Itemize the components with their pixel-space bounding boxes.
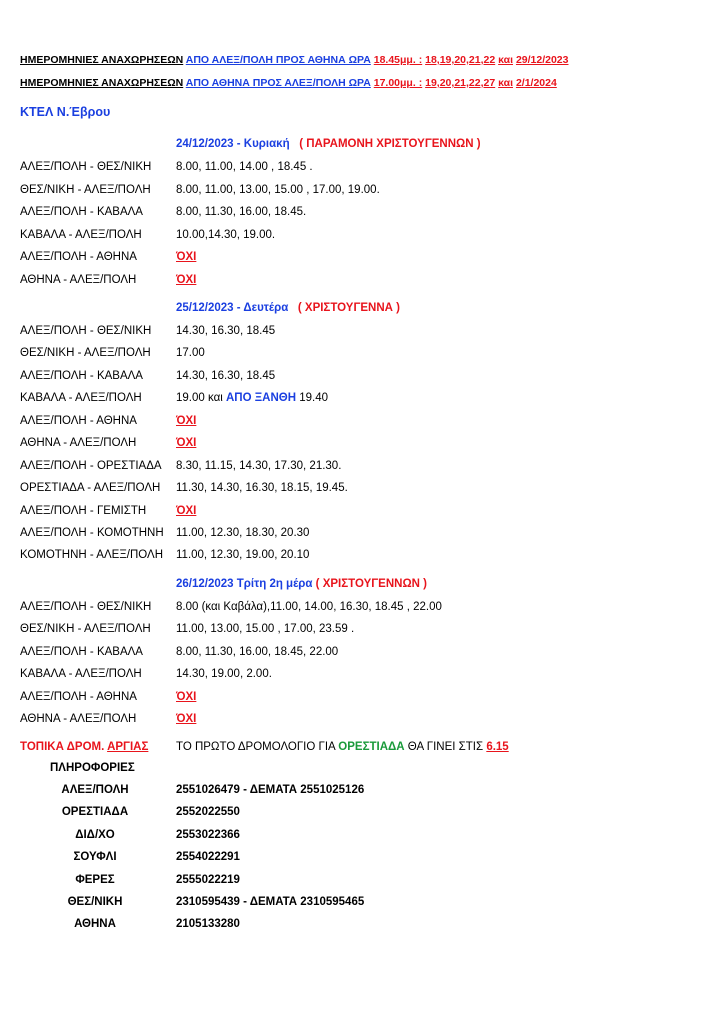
departures-prefix: ΗΜΕΡΟΜΗΝΙΕΣ ΑΝΑΧΩΡΗΣΕΩΝ <box>20 54 184 66</box>
info-place: ΟΡΕΣΤΙΑΔΑ <box>61 806 129 818</box>
section-date: 26/12/2023 Τρίτη 2η μέρα <box>176 578 313 590</box>
schedule-row-times: 14.30, 16.30, 18.45 <box>176 325 276 337</box>
schedule-row-route: ΑΛΕΞ/ΠΟΛΗ - ΚΟΜΟΤΗΝΗ <box>20 527 164 539</box>
info-place: ΑΛΕΞ/ΠΟΛΗ <box>61 784 129 796</box>
local-city: ΟΡΕΣΤΙΑΔΑ <box>338 741 405 753</box>
schedule-row-times: 11.00, 12.30, 18.30, 20.30 <box>176 527 310 539</box>
info-phone: 2310595439 - ΔΕΜΑΤΑ 2310595465 <box>176 896 365 908</box>
section-note: ( ΧΡΙΣΤΟΥΓΕΝΝΑ ) <box>297 302 400 314</box>
schedule-row-times: 14.30, 19.00, 2.00. <box>176 668 272 680</box>
company-name: ΚΤΕΛ Ν.Έβρου <box>20 105 111 119</box>
no-service-badge: ΌΧΙ <box>176 437 197 449</box>
no-service-badge: ΌΧΙ <box>176 274 197 286</box>
schedule-row-route: ΑΛΕΞ/ΠΟΛΗ - ΑΘΗΝΑ <box>20 691 137 703</box>
schedule-row-route: ΑΛΕΞ/ΠΟΛΗ - ΘΕΣ/ΝΙΚΗ <box>20 601 152 613</box>
section-date: 25/12/2023 - Δευτέρα <box>176 302 289 314</box>
schedule-row-route: ΘΕΣ/ΝΙΚΗ - ΑΛΕΞ/ΠΟΛΗ <box>20 347 151 359</box>
info-place: ΦΕΡΕΣ <box>75 874 115 886</box>
info-phone: 2555022219 <box>176 874 240 886</box>
schedule-row-times: 11.00, 13.00, 15.00 , 17.00, 23.59 . <box>176 623 355 635</box>
schedule-row-route: ΑΘΗΝΑ - ΑΛΕΞ/ΠΟΛΗ <box>20 437 137 449</box>
and-text: και <box>498 77 514 89</box>
schedule-row-route: ΑΛΕΞ/ΠΟΛΗ - ΑΘΗΝΑ <box>20 251 137 263</box>
info-place: ΔΙΔ/ΧΟ <box>75 829 115 841</box>
xanthi-time: 19.40 <box>299 392 328 404</box>
local-first-route-note <box>176 741 509 753</box>
schedule-row-route: ΚΑΒΑΛΑ - ΑΛΕΞ/ΠΟΛΗ <box>20 668 142 680</box>
schedule-row-route: ΘΕΣ/ΝΙΚΗ - ΑΛΕΞ/ΠΟΛΗ <box>20 184 151 196</box>
schedule-row-route: ΚΟΜΟΤΗΝΗ - ΑΛΕΞ/ΠΟΛΗ <box>20 549 164 561</box>
schedule-row-route: ΑΛΕΞ/ΠΟΛΗ - ΟΡΕΣΤΙΑΔΑ <box>20 460 162 472</box>
info-phone: 2551026479 - ΔΕΜΑΤΑ 2551025126 <box>176 784 365 796</box>
schedule-row-route: ΑΛΕΞ/ΠΟΛΗ - ΚΑΒΑΛΑ <box>20 206 143 218</box>
local-text-1: ΤΟ ΠΡΩΤΟ ΔΡΟΜΟΛΟΓΙΟ ΓΙΑ <box>176 741 336 753</box>
info-phone: 2552022550 <box>176 806 240 818</box>
time-text: 17.00μμ. : <box>373 77 423 89</box>
info-phone: 2554022291 <box>176 851 240 863</box>
schedule-row-route: ΚΑΒΑΛΑ - ΑΛΕΞ/ΠΟΛΗ <box>20 229 142 241</box>
schedule-row-route: ΑΘΗΝΑ - ΑΛΕΞ/ΠΟΛΗ <box>20 713 137 725</box>
schedule-row-route: ΑΛΕΞ/ΠΟΛΗ - ΘΕΣ/ΝΙΚΗ <box>20 325 152 337</box>
schedule-row-route: ΚΑΒΑΛΑ - ΑΛΕΞ/ΠΟΛΗ <box>20 392 142 404</box>
route-text: ΑΠΟ ΑΘΗΝΑ ΠΡΟΣ ΑΛΕΞ/ΠΟΛΗ ΩΡΑ <box>185 77 371 89</box>
schedule-row-times: 11.00, 12.30, 19.00, 20.10 <box>176 549 310 561</box>
local-text-2: ΘΑ ΓΙΝΕΙ ΣΤΙΣ <box>407 741 484 753</box>
dates-text: 18,19,20,21,22 <box>425 54 496 66</box>
schedule-row-times: 8.00, 11.30, 16.00, 18.45. <box>176 206 307 218</box>
info-place: ΣΟΥΦΛΙ <box>73 851 117 863</box>
time-text: 18.45μμ. : <box>373 54 423 66</box>
section-header-24-12 <box>176 138 481 150</box>
schedule-row-route: ΑΛΕΞ/ΠΟΛΗ - ΑΘΗΝΑ <box>20 415 137 427</box>
no-service-badge: ΌΧΙ <box>176 505 197 517</box>
dates-text: 19,20,21,22,27 <box>425 77 496 89</box>
schedule-row-route: ΘΕΣ/ΝΙΚΗ - ΑΛΕΞ/ΠΟΛΗ <box>20 623 151 635</box>
local-time: 6.15 <box>486 741 509 753</box>
info-place: ΑΘΗΝΑ <box>74 918 116 930</box>
local-holiday-label <box>20 741 148 753</box>
departures-line-1 <box>20 54 569 66</box>
schedule-row-route: ΑΛΕΞ/ΠΟΛΗ - ΘΕΣ/ΝΙΚΗ <box>20 161 152 173</box>
section-header-25-12 <box>176 302 400 314</box>
schedule-row-times: 8.00, 11.00, 14.00 , 18.45 . <box>176 161 313 173</box>
no-service-badge: ΌΧΙ <box>176 713 197 725</box>
section-header-26-12 <box>176 578 427 590</box>
departures-line-2 <box>20 77 557 89</box>
last-date-text: 2/1/2024 <box>515 77 557 89</box>
schedule-row-route: ΑΛΕΞ/ΠΟΛΗ - ΚΑΒΑΛΑ <box>20 646 143 658</box>
schedule-row-times: 17.00 <box>176 347 205 359</box>
from-xanthi-text: ΑΠΟ ΞΑΝΘΗ <box>226 392 297 404</box>
local-label-a: ΤΟΠΙΚΑ ΔΡΟΜ. <box>20 741 105 753</box>
schedule-row-route: ΑΛΕΞ/ΠΟΛΗ - ΓΕΜΙΣΤΗ <box>20 505 147 517</box>
info-title: ΠΛΗΡΟΦΟΡΙΕΣ <box>50 762 135 774</box>
no-service-badge: ΌΧΙ <box>176 691 197 703</box>
and-text: και <box>498 54 514 66</box>
schedule-row-route: ΑΛΕΞ/ΠΟΛΗ - ΚΑΒΑΛΑ <box>20 370 143 382</box>
schedule-row-times: 8.00 (και Καβάλα),11.00, 14.00, 16.30, 18.45 , 22.00 <box>176 601 442 613</box>
schedule-row-times-group <box>176 392 328 404</box>
schedule-row-times: 10.00,14.30, 19.00. <box>176 229 276 241</box>
section-date: 24/12/2023 - Κυριακή <box>176 138 290 150</box>
section-note: ( ΧΡΙΣΤΟΥΓΕΝΝΩΝ ) <box>315 578 427 590</box>
schedule-row-route: ΟΡΕΣΤΙΑΔΑ - ΑΛΕΞ/ΠΟΛΗ <box>20 482 161 494</box>
no-service-badge: ΌΧΙ <box>176 415 197 427</box>
last-date-text: 29/12/2023 <box>515 54 569 66</box>
section-note: ( ΠΑΡΑΜΟΝΗ ΧΡΙΣΤΟΥΓΕΝΝΩΝ ) <box>299 138 481 150</box>
route-text: ΑΠΟ ΑΛΕΞ/ΠΟΛΗ ΠΡΟΣ ΑΘΗΝΑ ΩΡΑ <box>185 54 371 66</box>
schedule-row-times: 19.00 και <box>176 392 223 404</box>
schedule-row-times: 11.30, 14.30, 16.30, 18.15, 19.45. <box>176 482 348 494</box>
schedule-row-times: 8.00, 11.30, 16.00, 18.45, 22.00 <box>176 646 339 658</box>
schedule-row-times: 8.00, 11.00, 13.00, 15.00 , 17.00, 19.00. <box>176 184 380 196</box>
info-phone: 2553022366 <box>176 829 240 841</box>
departures-prefix: ΗΜΕΡΟΜΗΝΙΕΣ ΑΝΑΧΩΡΗΣΕΩΝ <box>20 77 184 89</box>
schedule-row-times: 14.30, 16.30, 18.45 <box>176 370 276 382</box>
no-service-badge: ΌΧΙ <box>176 251 197 263</box>
local-label-b: ΑΡΓΙΑΣ <box>107 741 149 753</box>
info-phone: 2105133280 <box>176 918 240 930</box>
info-place: ΘΕΣ/ΝΙΚΗ <box>67 896 123 908</box>
schedule-row-route: ΑΘΗΝΑ - ΑΛΕΞ/ΠΟΛΗ <box>20 274 137 286</box>
schedule-row-times: 8.30, 11.15, 14.30, 17.30, 21.30. <box>176 460 342 472</box>
